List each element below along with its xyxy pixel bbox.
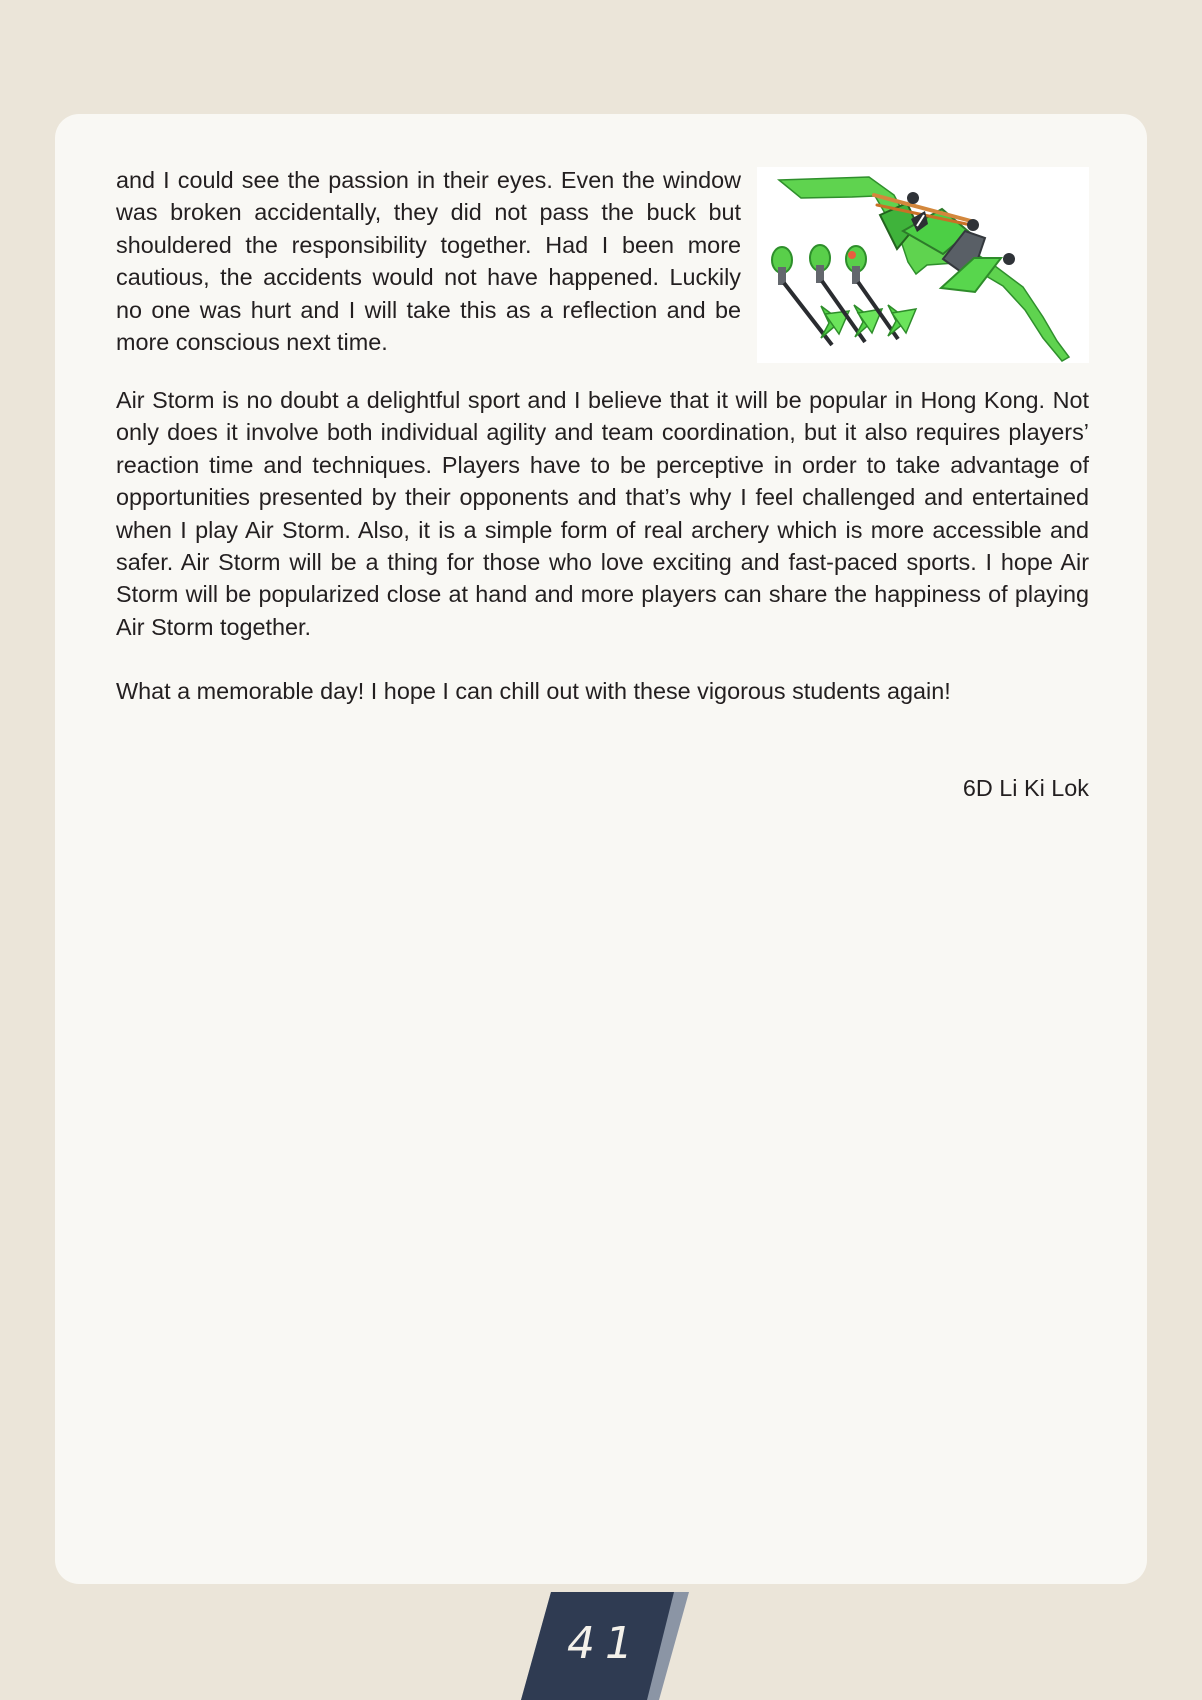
closing-paragraph: What a memorable day! I hope I can chill out with these vigorous students again!: [116, 678, 951, 705]
opening-paragraph: and I could see the passion in their eyes. Even the window was broken accidentally, they did not pass the buck but shouldered the responsibility together. Had I been more cautious, the accidents would not have happened. Luckily no one was hurt and I will take this as a reflection and be more conscious next time.: [116, 167, 741, 356]
opening-section: [116, 164, 1089, 358]
page-number: 41: [567, 1618, 643, 1669]
body-paragraph: Air Storm is no doubt a delightful sport and I believe that it will be popular in Hong Kong. Not only does it involve both individual agility and team coordination, but it also requires players’ reaction time and techniques. Players have to be perceptive in order to take advantage of opportunities presented by their opponents and that’s why I feel challenged and entertained when I play Air Storm. Also, it is a simple form of real archery which is more accessible and safer. Air Storm will be a thing for those who love exciting and fast-paced sports. I hope Air Storm will be popularized close at hand and more players can share the happiness of playing Air Storm together.: [116, 387, 1089, 640]
toy-bow-and-arrows-image: [757, 167, 1089, 363]
author-signature: 6D Li Ki Lok: [962, 774, 1089, 801]
article-content: [116, 164, 1089, 804]
